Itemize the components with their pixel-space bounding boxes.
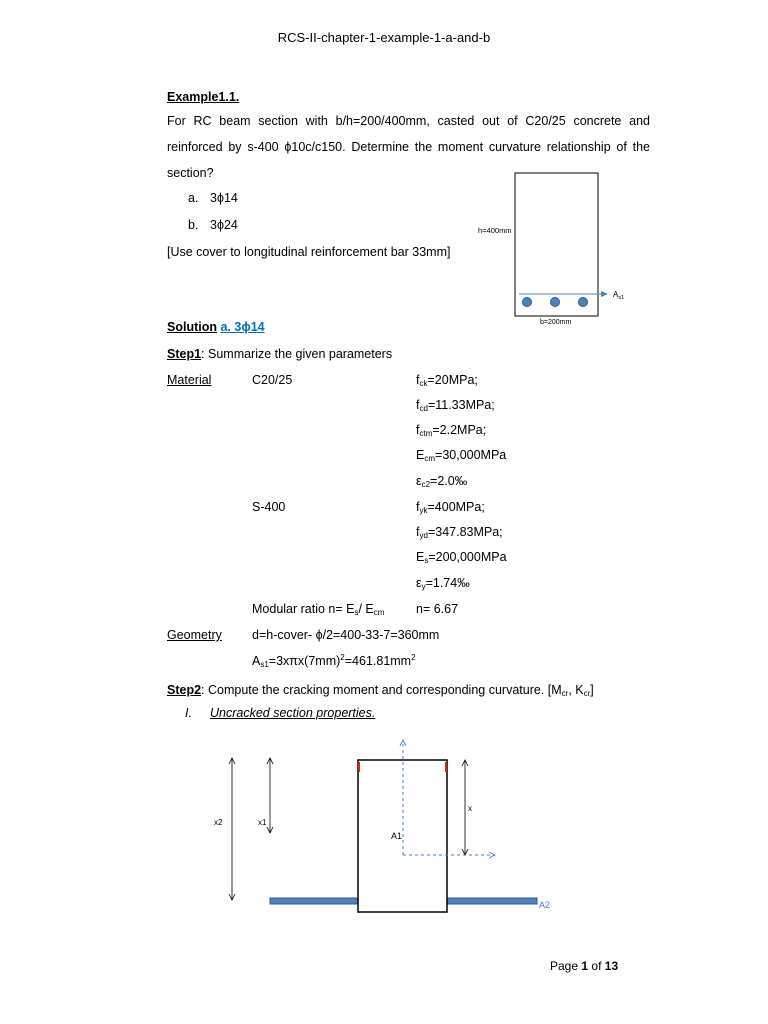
steel-area-symbol: A bbox=[613, 290, 619, 299]
property-symbol: f bbox=[416, 373, 420, 387]
property-fctm bbox=[416, 422, 486, 438]
solution-heading bbox=[167, 319, 265, 335]
steel-area-equation bbox=[252, 653, 416, 669]
property-symbol: f bbox=[416, 398, 420, 412]
modular-ratio-divider: / E bbox=[358, 602, 374, 616]
uncracked-section-sketch bbox=[200, 730, 560, 920]
property-subscript: ck bbox=[419, 379, 428, 388]
property-fck bbox=[416, 372, 478, 388]
step2-line bbox=[167, 682, 594, 698]
property-symbol: E bbox=[416, 550, 425, 564]
case-b-text: 3ϕ24 bbox=[210, 218, 238, 232]
property-symbol: f bbox=[416, 525, 420, 539]
rebar-circle bbox=[551, 298, 560, 307]
case-b-marker: b. bbox=[188, 218, 199, 232]
x1-label: x1 bbox=[258, 818, 267, 827]
step1-text: : Summarize the given parameters bbox=[201, 347, 393, 361]
property-subscript: cd bbox=[419, 404, 428, 413]
property-value: =347.83MPa; bbox=[427, 525, 503, 539]
case-a-marker: a. bbox=[188, 191, 199, 205]
modular-ratio-label bbox=[252, 601, 384, 617]
cover-note: [Use cover to longitudinal reinforcement bar 33mm] bbox=[167, 245, 451, 259]
property-epsilon-y bbox=[416, 575, 470, 591]
property-subscript: s bbox=[424, 556, 429, 565]
height-label: h=400mm bbox=[478, 226, 512, 235]
concrete-grade: C20/25 bbox=[252, 373, 293, 387]
width-label: b=200mm bbox=[540, 319, 572, 326]
property-subscript: yd bbox=[419, 531, 428, 540]
property-epsilon-c2 bbox=[416, 473, 467, 489]
property-fcd bbox=[416, 397, 495, 413]
steel-area-subscript: s1 bbox=[260, 660, 269, 669]
effective-depth: d=h-cover- ϕ/2=400-33-7=360mm bbox=[252, 628, 440, 642]
property-subscript: y bbox=[421, 582, 426, 591]
subsection-title: Uncracked section properties. bbox=[210, 706, 376, 720]
steel-area-symbol: A bbox=[252, 654, 261, 668]
steel-area-exponent: 2 bbox=[340, 653, 345, 662]
solution-label: Solution bbox=[167, 320, 217, 334]
property-value: =2.2MPa; bbox=[432, 423, 487, 437]
property-ecm bbox=[416, 447, 506, 463]
of-word: of bbox=[591, 959, 602, 973]
geometry-label: Geometry bbox=[167, 628, 222, 642]
step2-subscript: cr bbox=[561, 689, 569, 698]
problem-line: reinforced by s-400 ϕ10c/c150. Determine the moment curvature relationship of the bbox=[167, 140, 650, 154]
property-fyd bbox=[416, 524, 503, 540]
page-footer bbox=[550, 958, 618, 974]
property-symbol: f bbox=[416, 500, 420, 514]
property-symbol: E bbox=[416, 448, 425, 462]
property-value: =1.74‰ bbox=[425, 576, 470, 590]
a2-label: A2 bbox=[539, 900, 551, 910]
steel-area-label bbox=[613, 290, 624, 301]
step2-label: Step2 bbox=[167, 683, 202, 697]
property-subscript: c2 bbox=[421, 480, 431, 489]
property-value: =30,000MPa bbox=[435, 448, 507, 462]
property-es bbox=[416, 549, 507, 565]
total-pages: 13 bbox=[604, 959, 619, 973]
property-subscript: cm bbox=[424, 454, 436, 463]
property-value: =200,000MPa bbox=[428, 550, 507, 564]
step1-line bbox=[167, 346, 392, 362]
property-value: =2.0‰ bbox=[430, 474, 468, 488]
steel-area-result: =461.81mm bbox=[344, 654, 412, 668]
a1-label: A1 bbox=[391, 831, 403, 841]
steel-grade: S-400 bbox=[252, 500, 286, 514]
modular-ratio-subscript: s bbox=[354, 608, 359, 617]
property-symbol: f bbox=[416, 423, 420, 437]
modular-ratio-subscript: cm bbox=[373, 608, 385, 617]
property-subscript: yk bbox=[419, 506, 428, 515]
property-value: =400MPa; bbox=[427, 500, 485, 514]
running-header: RCS-II-chapter-1-example-1-a-and-b bbox=[277, 30, 491, 45]
step2-separator: , K bbox=[568, 683, 584, 697]
steel-area-expression: =3xπx(7mm) bbox=[268, 654, 341, 668]
page-word: Page bbox=[550, 959, 579, 973]
modular-ratio-prefix: Modular ratio n= E bbox=[252, 602, 355, 616]
material-label: Material bbox=[167, 373, 212, 387]
step2-end: ] bbox=[590, 683, 594, 697]
steel-area-subscript: s1 bbox=[618, 295, 625, 301]
property-value: =20MPa; bbox=[427, 373, 478, 387]
subsection-marker: I. bbox=[185, 706, 192, 720]
beam-section-sketch bbox=[470, 165, 650, 330]
steel-area-unit-exponent: 2 bbox=[411, 653, 416, 662]
x-label: x bbox=[468, 804, 472, 813]
problem-line: section? bbox=[167, 166, 214, 180]
modular-ratio-value: n= 6.67 bbox=[416, 602, 459, 616]
rebar-circle bbox=[579, 298, 588, 307]
step1-label: Step1 bbox=[167, 347, 202, 361]
example-heading: Example1.1. bbox=[167, 90, 240, 104]
problem-line: For RC beam section with b/h=200/400mm, casted out of C20/25 concrete and bbox=[167, 114, 650, 128]
property-subscript: ctm bbox=[419, 429, 433, 438]
property-symbol: ε bbox=[416, 576, 422, 590]
x2-label: x2 bbox=[214, 818, 223, 827]
rebar-circle bbox=[523, 298, 532, 307]
step2-subscript: cr bbox=[583, 689, 591, 698]
case-a-text: 3ϕ14 bbox=[210, 191, 238, 205]
current-page: 1 bbox=[581, 959, 589, 973]
beam-section-outline bbox=[515, 173, 598, 316]
property-symbol: ε bbox=[416, 474, 422, 488]
property-value: =11.33MPa; bbox=[427, 398, 495, 412]
step2-text: : Compute the cracking moment and corresponding curvature. [M bbox=[201, 683, 562, 697]
property-fyk bbox=[416, 499, 485, 515]
solution-case: a. 3ϕ14 bbox=[220, 320, 265, 334]
